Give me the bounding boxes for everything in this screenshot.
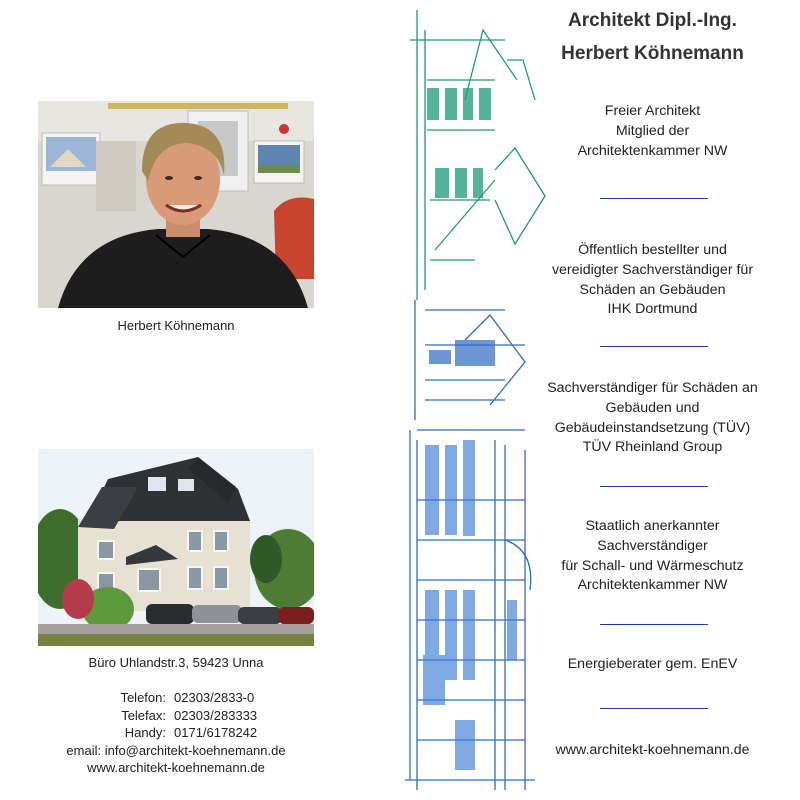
divider bbox=[600, 486, 708, 487]
section-tuev bbox=[510, 379, 795, 458]
office-building-photo bbox=[38, 449, 314, 646]
section-freier-architekt bbox=[510, 102, 795, 161]
email-label: email: bbox=[66, 742, 102, 758]
portrait-photo bbox=[38, 101, 314, 308]
section-ihk bbox=[510, 241, 795, 320]
section-line: Öffentlich bestellter und bbox=[578, 242, 727, 258]
section-line: Freier Architekt bbox=[604, 103, 701, 119]
website-link-left[interactable]: www.architekt-koehnemann.de bbox=[87, 760, 265, 775]
section-line: Sachverständiger für Schäden an bbox=[547, 380, 758, 396]
office-address: Büro Uhlandstr.3, 59423 Unna bbox=[88, 655, 264, 670]
section-schallschutz bbox=[510, 517, 795, 596]
contact-block bbox=[38, 689, 314, 777]
section-line: IHK Dortmund bbox=[607, 301, 698, 318]
section-line: Staatlich anerkannter bbox=[585, 518, 720, 534]
phone-number[interactable]: 02303/2833-0 bbox=[174, 690, 255, 705]
fax-label: Telefax: bbox=[121, 707, 166, 723]
section-line: Energieberater gem. EnEV bbox=[567, 656, 738, 672]
fax-number: 02303/283333 bbox=[174, 707, 258, 723]
phone-row bbox=[38, 689, 314, 707]
section-line: Gebäudeinstandsetzung (TÜV) bbox=[554, 419, 751, 436]
divider bbox=[600, 346, 708, 347]
section-line: Schäden an Gebäuden bbox=[579, 281, 726, 298]
portrait-caption: Herbert Köhnemann bbox=[117, 318, 235, 333]
title-name: Herbert Köhnemann bbox=[561, 43, 744, 64]
divider bbox=[600, 198, 708, 199]
title-profession: Architekt Dipl.-Ing. bbox=[568, 10, 737, 31]
section-line: für Schall- und Wärmeschutz bbox=[561, 557, 744, 574]
divider bbox=[600, 708, 708, 709]
section-line: vereidigter Sachverständiger für bbox=[551, 261, 754, 278]
section-energieberater bbox=[510, 655, 795, 675]
mobile-number[interactable]: 0171/6178242 bbox=[174, 725, 258, 740]
mobile-label: Handy: bbox=[124, 725, 166, 740]
section-line: TÜV Rheinland Group bbox=[582, 439, 723, 456]
email-row bbox=[38, 742, 314, 760]
section-line: Mitglied der bbox=[615, 122, 690, 139]
mobile-row bbox=[38, 724, 314, 742]
email-link[interactable]: info@architekt-koehnemann.de bbox=[104, 742, 286, 758]
section-line: Sachverständiger bbox=[597, 537, 708, 554]
website-link-right[interactable]: www.architekt-koehnemann.de bbox=[555, 742, 750, 758]
phone-label: Telefon: bbox=[120, 690, 166, 705]
divider bbox=[600, 624, 708, 625]
fax-row bbox=[38, 707, 314, 725]
section-line: Architektenkammer NW bbox=[577, 577, 728, 594]
section-line: Gebäuden und bbox=[605, 399, 700, 416]
section-line: Architektenkammer NW bbox=[577, 142, 728, 159]
